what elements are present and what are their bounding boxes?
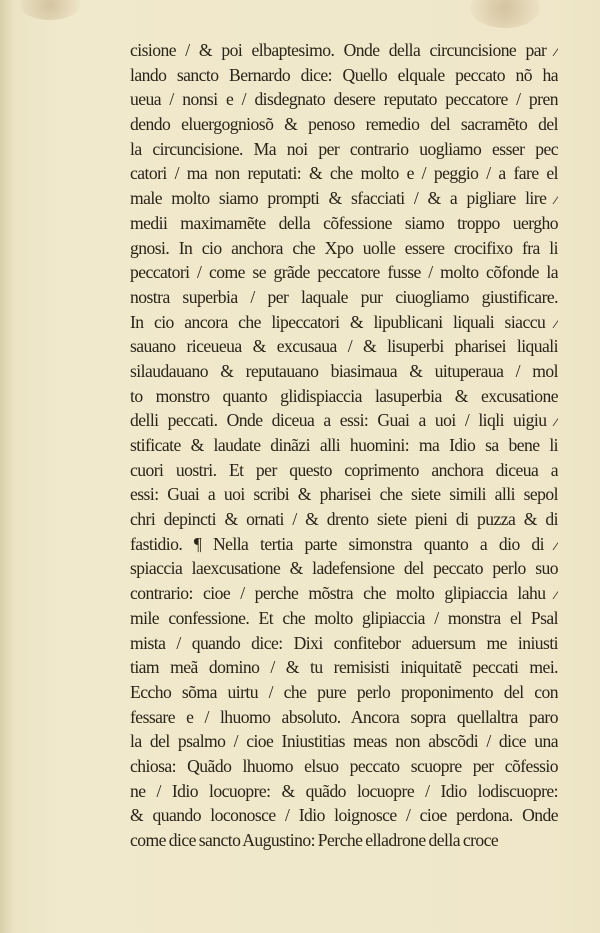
text-line: to monstro quanto glidispiaccia lasuperbia & excusatione bbox=[130, 385, 558, 406]
text-line: sauano riceueua & excusaua / & lisuperbi pharisei liquali bbox=[130, 336, 558, 357]
text-line: dendo eluergogniosõ & penoso remedio del sacramẽto del bbox=[130, 114, 558, 135]
text-line: stificate & laudate dinãzi alli huomini: ma Idio sa bene li bbox=[130, 435, 558, 455]
text-line: mista / quando dice: Dixi confitebor aduersum me iniusti bbox=[130, 632, 558, 653]
text-line: cuori uostri. Et per questo coprimento anchora diceua a bbox=[130, 459, 558, 480]
text-line: cisione / & poi elbaptesimo. Onde della circuncisione par ⁄ bbox=[130, 40, 558, 60]
text-line: medii maximamẽte della cõfessione siamo troppo uergho bbox=[130, 212, 558, 233]
text-line: peccatori / come se grãde peccatore fusse / molto cõfonde la bbox=[130, 262, 558, 283]
text-line: Eccho sõma uirtu / che pure perlo proponimento del con bbox=[130, 681, 558, 702]
text-line: mile confessione. Et che molto glipiaccia / monstra el Psal bbox=[130, 607, 558, 628]
text-line: nostra superbia / per laquale pur ciuogliamo giustificare. bbox=[130, 286, 558, 307]
text-line: & quando loconosce / Idio loignosce / cioe perdona. Onde bbox=[130, 805, 558, 826]
paper-stain bbox=[20, 0, 80, 20]
text-line: come dice sancto Augustino: Perche elladrone della croce bbox=[130, 830, 499, 850]
text-line: contrario: cioe / perche mõstra che molto glipiaccia lahu ⁄ bbox=[130, 583, 558, 604]
text-line: la circuncisione. Ma noi per contrario uogliamo esser pec bbox=[130, 138, 558, 159]
text-line: fessare e / lhuomo absoluto. Ancora sopra quellaltra paro bbox=[130, 706, 558, 727]
text-line: tiam meã domino / & tu remisisti iniquitatẽ peccati mei. bbox=[130, 657, 558, 678]
text-line: essi: Guai a uoi scribi & pharisei che siete simili alli sepol bbox=[130, 484, 558, 505]
text-line: catori / ma non reputati: & che molto e / peggio / a fare el bbox=[130, 163, 558, 184]
text-line: chri depincti & ornati / & drento siete pieni di puzza & di bbox=[130, 509, 558, 530]
text-line: ne / Idio locuopre: & quãdo locuopre / Idio lodiscuopre: bbox=[130, 780, 558, 801]
text-line: delli peccati. Onde diceua a essi: Guai a uoi / liqli uigiu ⁄ bbox=[130, 410, 558, 431]
text-line: chiosa: Quãdo lhuomo elsuo peccato scuopre per cõfessio bbox=[130, 755, 558, 776]
text-line: la del psalmo / cioe Iniustitias meas non abscõdi / dice una bbox=[130, 731, 558, 752]
text-line: spiaccia laexcusatione & ladefensione del peccato perlo suo bbox=[130, 558, 558, 579]
text-line: ueua / nonsi e / disdegnato desere reputato peccatore / pren bbox=[130, 89, 558, 110]
text-line: silaudauano & reputauano biasimaua & uituperaua / mol bbox=[130, 360, 558, 381]
text-line: fastidio. ¶ Nella tertia parte simonstra quanto a dio di ⁄ bbox=[130, 533, 558, 554]
text-block bbox=[130, 38, 558, 853]
text-line: In cio ancora che lipeccatori & lipublicani liquali siaccu ⁄ bbox=[130, 311, 558, 332]
text-line: male molto siamo prompti & sfacciati / & a pigliare lire ⁄ bbox=[130, 188, 558, 209]
text-line: lando sancto Bernardo dice: Quello elquale peccato nõ ha bbox=[130, 64, 558, 85]
text-line: gnosi. In cio anchora che Xpo uolle essere crocifixo fra li bbox=[130, 237, 558, 258]
paper-stain bbox=[470, 0, 540, 28]
